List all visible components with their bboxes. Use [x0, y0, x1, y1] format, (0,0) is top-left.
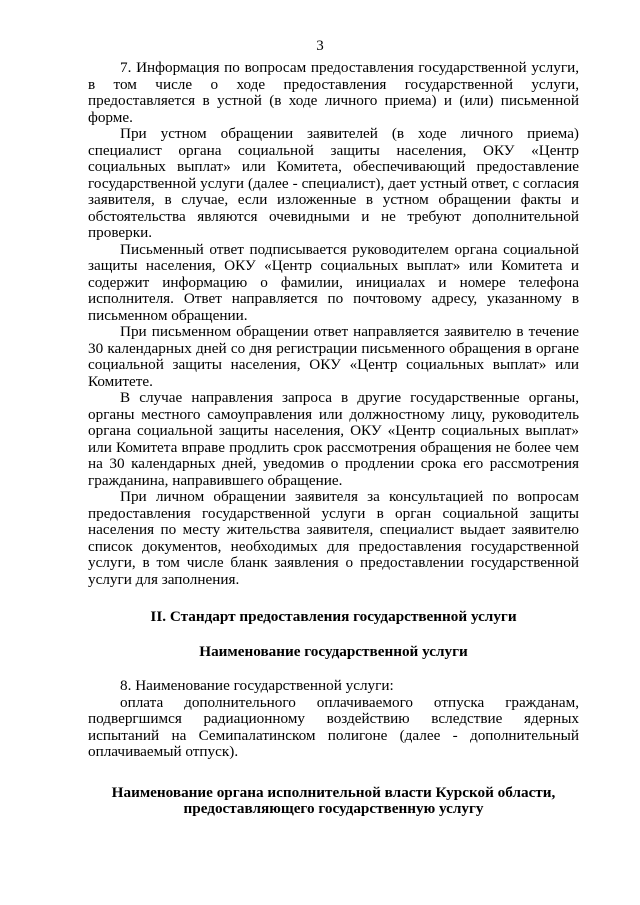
paragraph-oral-request: При устном обращении заявителей (в ходе личного приема) специалист органа социальной защиты населения, ОКУ «Центр социальных выплат» или Комитета, обеспечивающий предоставление государственной услуги (далее - специалист), дает устный ответ, с согласия заявителя, в случае, если изложенные в устном обращении факты и обстоятельства являются очевидными и не требуют дополнительной проверки.	[88, 125, 579, 241]
paragraph-request-extension: В случае направления запроса в другие государственные органы, органы местного самоуправления или должностному лицу, руководитель органа социальной защиты населения, ОКУ «Центр социальных выплат» или Комитета вправе продлить срок рассмотрения обращения не более чем на 30 календарных дней, уведомив о продлении срока его рассмотрения гражданина, направившего обращение.	[88, 389, 579, 489]
subheading-authority	[88, 785, 579, 818]
section-heading: II. Стандарт предоставления государственной услуги	[150, 608, 517, 625]
document-body	[88, 60, 579, 818]
paragraph-personal-consultation: При личном обращении заявителя за консультацией по вопросам предоставления государственной услуги в орган социальной защиты населения по месту жительства заявителя, специалист выдает заявителю список документов, необходимых для предоставления государственной услуги, в том числе бланк заявления о предоставлении государственной услуги для заполнения.	[88, 488, 579, 588]
paragraph-item7: 7. Информация по вопросам предоставления государственной услуги, в том числе о ходе предоставления государственной услуги, предоставляется в устной (в ходе личного приема) и (или) письменной форме.	[88, 59, 579, 126]
subheading-authority-line1: Наименование органа исполнительной власти Курской области,	[111, 783, 556, 801]
paragraph-written-request: При письменном обращении ответ направляется заявителю в течение 30 календарных дней со дня регистрации письменного обращения в органе социальной защиты населения, ОКУ «Центр социальных выплат» или Комитете.	[88, 323, 579, 390]
paragraph-written-answer: Письменный ответ подписывается руководителем органа социальной защиты населения, ОКУ «Центр социальных выплат» или Комитета и содержит информацию о фамилии, инициалах и номере телефона исполнителя. Ответ направляется по почтовому адресу, указанному в письменном обращении.	[88, 240, 579, 324]
page-number: 3	[316, 38, 324, 54]
paragraph-item8-label: 8. Наименование государственной услуги:	[120, 677, 394, 694]
subheading-service-name: Наименование государственной услуги	[199, 642, 468, 660]
paragraph-item8-text: оплата дополнительного оплачиваемого отпуска гражданам, подвергшимся радиационному воздействию вследствие ядерных испытаний на Семипалатинском полигоне (далее - дополнительный оплачиваемый отпуск).	[88, 693, 579, 760]
subheading-authority-line2: предоставляющего государственную услугу	[183, 800, 484, 817]
